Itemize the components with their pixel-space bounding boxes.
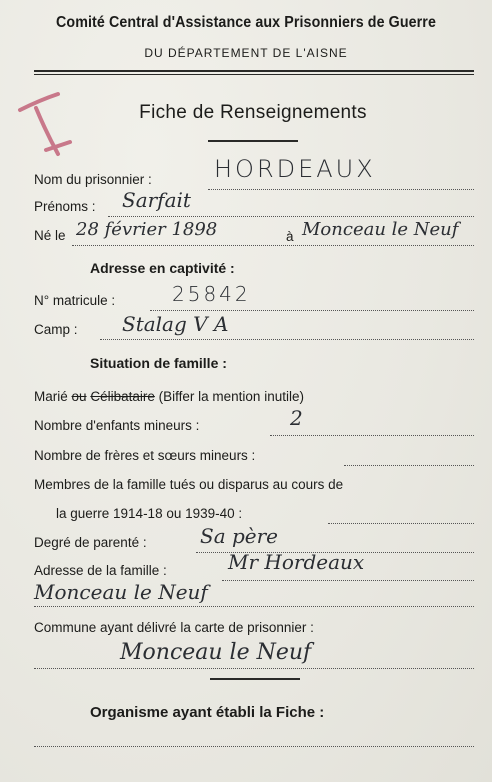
field-line-organisme	[34, 746, 474, 747]
field-line-camp	[100, 339, 474, 340]
instruction-biffer: (Biffer la mention inutile)	[158, 389, 304, 404]
field-value-adresse-famille-1: Mr Hordeaux	[228, 550, 365, 574]
field-value-enfants: 2	[290, 406, 303, 430]
field-label-organisme: Organisme ayant établi la Fiche :	[90, 704, 325, 721]
field-line-freres-soeurs	[344, 465, 474, 466]
field-value-matricule: 25842	[172, 282, 251, 306]
field-line-commune	[34, 668, 474, 669]
field-value-birth-place: Monceau le Neuf	[302, 219, 459, 240]
section-situation-famille: Situation de famille :	[90, 355, 227, 371]
field-value-prenoms: Sarfait	[122, 188, 191, 212]
field-line-prenoms	[108, 216, 474, 217]
field-label-membres-1: Membres de la famille tués ou disparus au cours de	[34, 477, 344, 492]
field-line-enfants	[270, 435, 474, 436]
field-value-camp: Stalag V A	[122, 312, 229, 336]
field-label-commune: Commune ayant délivré la carte de prisonnier :	[34, 620, 314, 635]
field-value-commune: Monceau le Neuf	[120, 640, 312, 665]
field-label-enfants: Nombre d'enfants mineurs :	[34, 418, 200, 433]
field-line-nom	[208, 189, 474, 190]
field-label-freres-soeurs: Nombre de frères et sœurs mineurs :	[34, 448, 256, 463]
field-label-degre: Degré de parenté :	[34, 535, 147, 550]
option-marie: Marié	[34, 389, 68, 404]
department-name: DU DÉPARTEMENT DE L'AISNE	[144, 46, 348, 60]
section-divider	[210, 678, 300, 680]
field-label-nom: Nom du prisonnier :	[34, 172, 152, 187]
title-underline	[208, 140, 298, 142]
field-label-a: à	[286, 229, 294, 244]
form-title: Fiche de Renseignements	[139, 102, 367, 123]
field-label-camp: Camp :	[34, 322, 78, 337]
field-line-ne-le	[72, 245, 474, 246]
committee-name: Comité Central d'Assistance aux Prisonniers de Guerre	[56, 14, 436, 31]
field-label-adresse-famille: Adresse de la famille :	[34, 563, 167, 578]
field-value-birth-date: 28 février 1898	[76, 219, 218, 240]
field-value-nom: HORDEAUX	[214, 155, 376, 183]
field-label-membres-2: la guerre 1914-18 ou 1939-40 :	[56, 506, 243, 521]
field-line-matricule	[150, 310, 474, 311]
field-value-degre: Sa père	[200, 524, 279, 548]
field-line-adresse-famille-1	[222, 580, 474, 581]
header-rule-2	[34, 74, 474, 75]
option-ou: ou	[71, 389, 87, 404]
field-line-membres	[328, 523, 474, 524]
marital-status-line	[34, 389, 304, 404]
field-line-adresse-famille-2	[34, 606, 474, 607]
section-adresse-captivite: Adresse en captivité :	[90, 260, 235, 276]
header-rule-1	[34, 70, 474, 72]
option-celibataire: Célibataire	[90, 389, 155, 404]
field-value-adresse-famille-2: Monceau le Neuf	[34, 580, 208, 604]
field-label-matricule: N° matricule :	[34, 293, 116, 308]
field-label-ne-le: Né le	[34, 228, 66, 243]
field-label-prenoms: Prénoms :	[34, 199, 96, 214]
